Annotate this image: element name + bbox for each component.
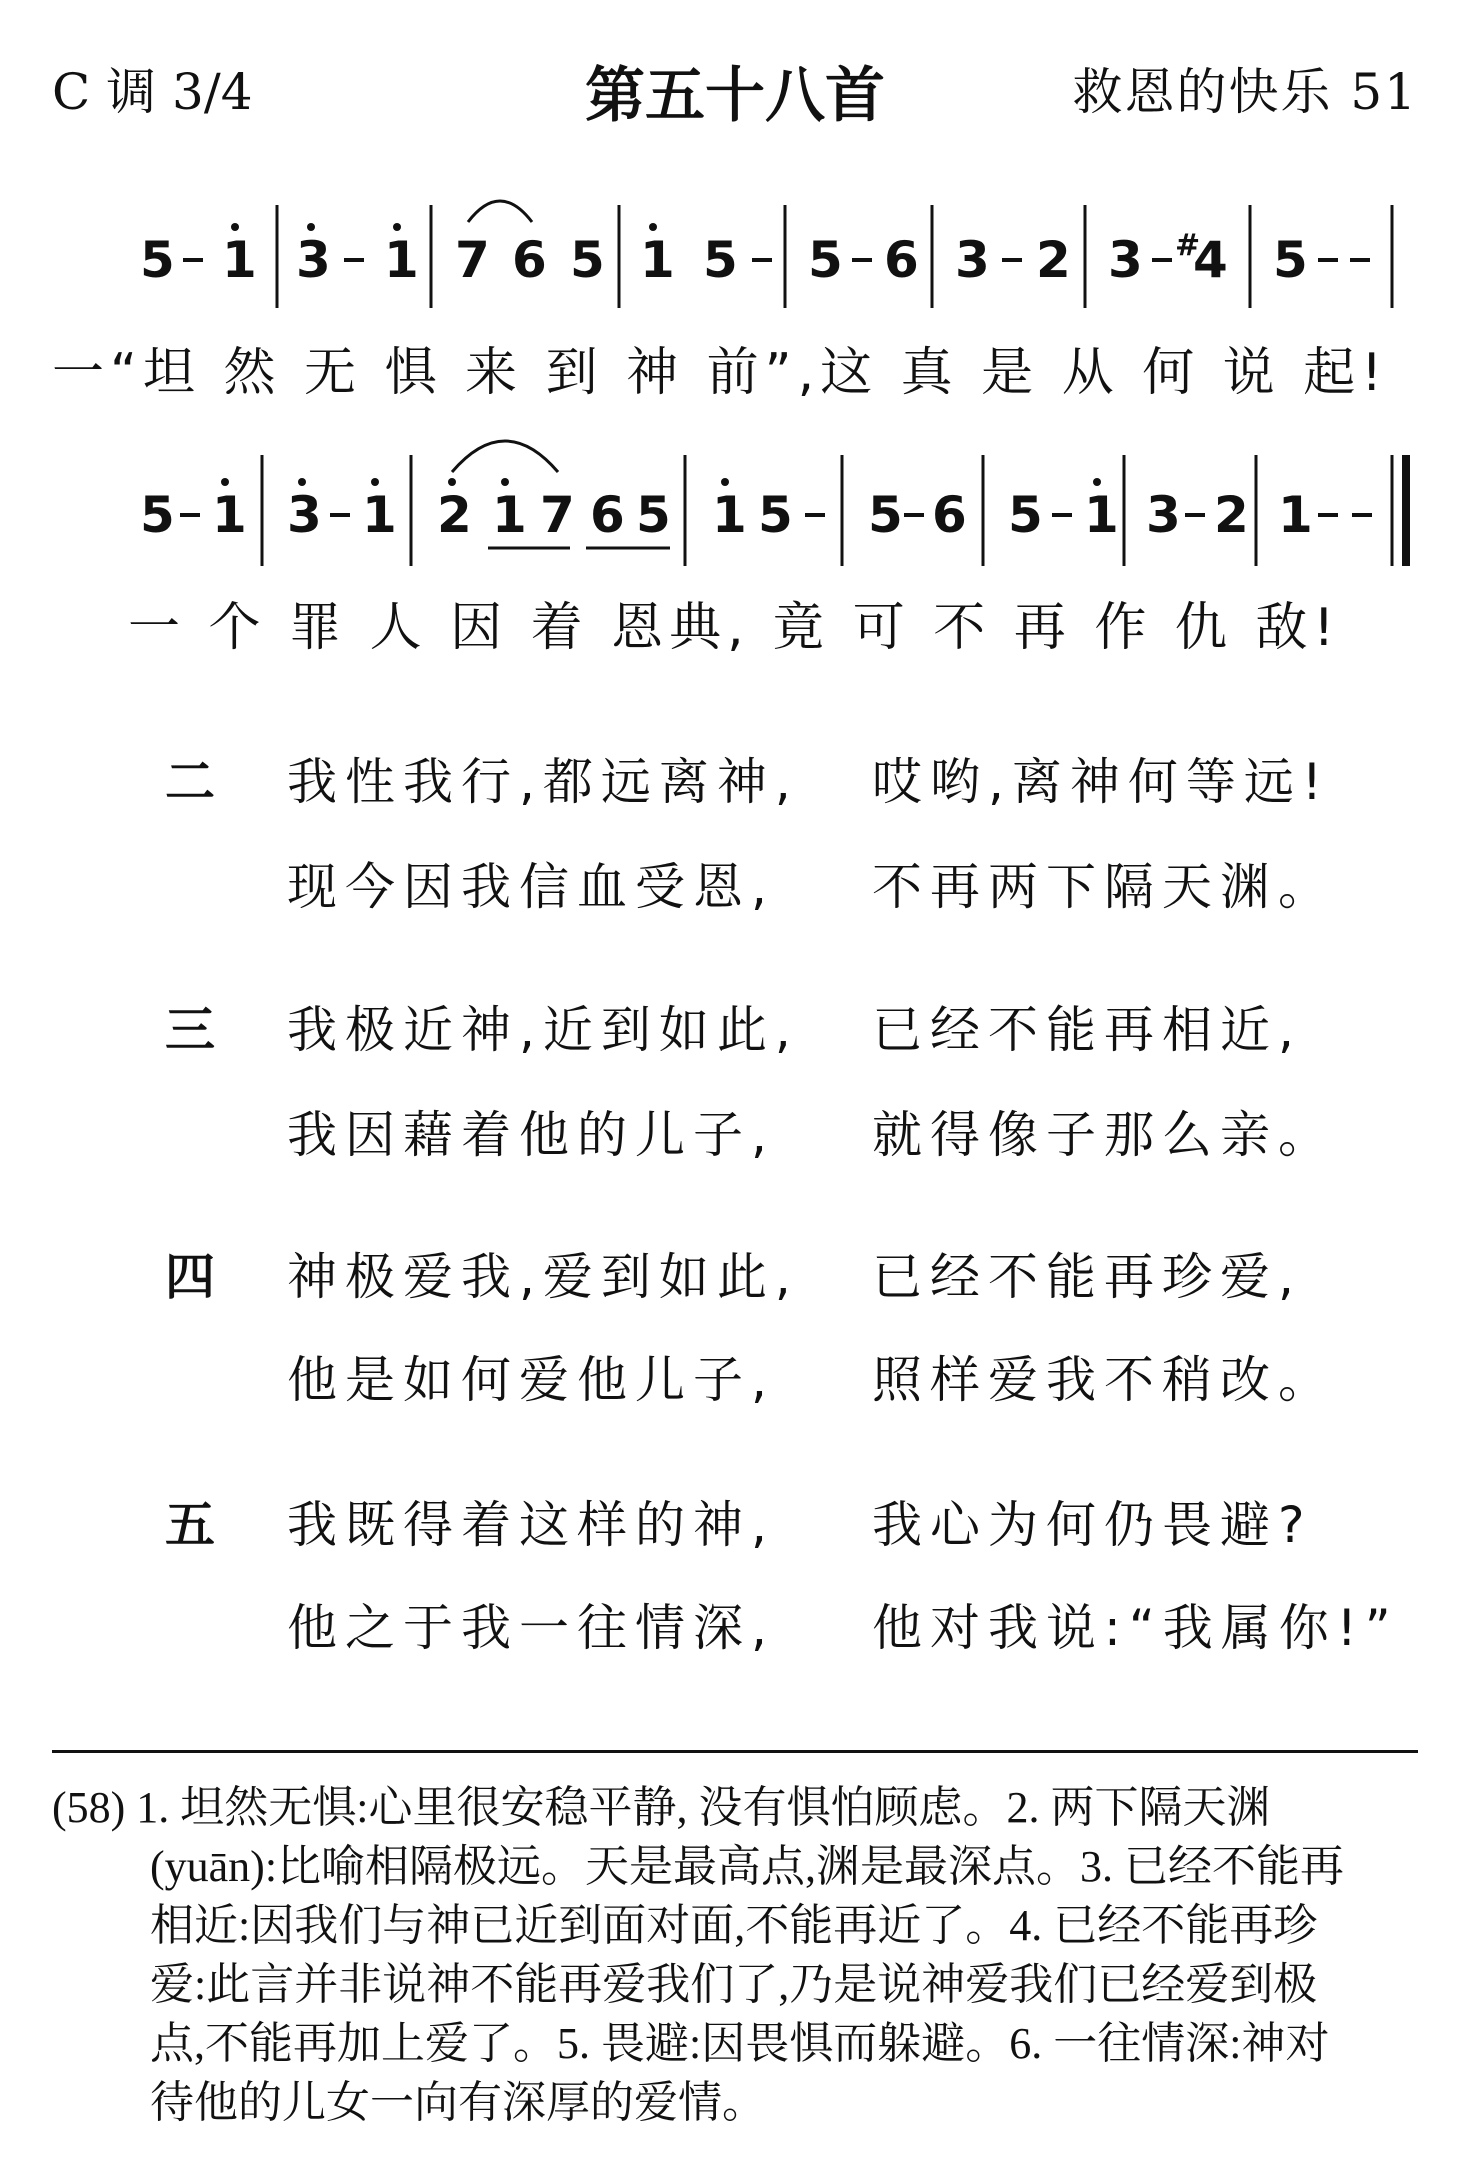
svg-text:7: 7: [455, 231, 490, 289]
verse-line: 我极近神,近到如此,: [287, 1001, 799, 1059]
svg-text:3: 3: [1108, 231, 1143, 289]
svg-text:7: 7: [540, 486, 575, 544]
svg-text:5: 5: [758, 486, 793, 544]
svg-text:2: 2: [1214, 486, 1249, 544]
verse-number: 四: [165, 1248, 215, 1306]
svg-text:5: 5: [140, 231, 175, 289]
svg-text:3: 3: [1146, 486, 1181, 544]
svg-text:6: 6: [884, 231, 919, 289]
verse-line: 他之于我一往情深,: [287, 1599, 775, 1657]
svg-text:1: 1: [712, 486, 747, 544]
verse-line: 就得像子那么亲。: [872, 1106, 1336, 1164]
svg-text:1: 1: [492, 486, 527, 544]
svg-text:3: 3: [287, 486, 322, 544]
svg-text:1: 1: [640, 231, 675, 289]
score-line-1: [140, 201, 1392, 308]
svg-text:1: 1: [222, 231, 257, 289]
svg-text:1: 1: [384, 231, 419, 289]
verse-line: 已经不能再相近,: [872, 1001, 1302, 1059]
footnote-line: (58) 1. 坦然无惧:心里很安稳平静, 没有惧怕顾虑。2. 两下隔天渊: [52, 1783, 1271, 1832]
footnote-divider: [52, 1750, 1418, 1753]
verse-number: 五: [165, 1496, 215, 1554]
footnotes: [52, 1778, 1422, 2132]
svg-text:5: 5: [140, 486, 175, 544]
verse-line: 哎哟,离神何等远!: [872, 753, 1330, 811]
verse-line: 他对我说:“我属你!”: [872, 1599, 1399, 1657]
verse-line: 我既得着这样的神,: [287, 1496, 775, 1554]
verse-line: 照样爱我不稍改。: [872, 1351, 1336, 1409]
svg-text:1: 1: [1084, 486, 1119, 544]
footnote-line: 点,不能再加上爱了。5. 畏避:因畏惧而躲避。6. 一往情深:神对: [150, 2019, 1330, 2068]
svg-text:4: 4: [1193, 231, 1228, 289]
score-line-2: [140, 441, 1410, 566]
section-and-page-number: 救恩的快乐 51: [1072, 63, 1418, 121]
key-time-signature: C 调 3/4: [52, 63, 253, 121]
verse-line: 现今因我信血受恩,: [287, 858, 775, 916]
svg-text:3: 3: [955, 231, 990, 289]
svg-text:5: 5: [1273, 231, 1308, 289]
svg-text:5: 5: [808, 231, 843, 289]
hymn-title: 第五十八首: [585, 61, 885, 131]
svg-text:6: 6: [590, 486, 625, 544]
svg-text:#: #: [1175, 228, 1201, 263]
svg-text:5: 5: [703, 231, 738, 289]
svg-text:1: 1: [362, 486, 397, 544]
lyrics-line-2: 一 个 罪 人 因 着 恩典, 竟 可 不 再 作 仇 敌!: [128, 598, 1341, 658]
svg-text:3: 3: [296, 231, 331, 289]
footnote-line: 爱:此言并非说神不能再爱我们了,乃是说神爱我们已经爱到极: [150, 1960, 1318, 2009]
footnote-line: 相近:因我们与神已近到面对面,不能再近了。4. 已经不能再珍: [150, 1901, 1318, 1950]
verse-line: 神极爱我,爱到如此,: [287, 1248, 799, 1306]
svg-text:6: 6: [932, 486, 967, 544]
svg-text:5: 5: [1008, 486, 1043, 544]
svg-text:2: 2: [437, 486, 472, 544]
verse-line: 不再两下隔天渊。: [872, 858, 1336, 916]
verse-line: 我因藉着他的儿子,: [287, 1106, 775, 1164]
verse-line: 已经不能再珍爱,: [872, 1248, 1302, 1306]
lyrics-line-1: 一“坦 然 无 惧 来 到 神 前”,这 真 是 从 何 说 起!: [52, 343, 1389, 403]
svg-text:6: 6: [512, 231, 547, 289]
svg-text:1: 1: [1278, 486, 1313, 544]
verse-line: 他是如何爱他儿子,: [287, 1351, 775, 1409]
svg-text:5: 5: [636, 486, 671, 544]
svg-text:1: 1: [212, 486, 247, 544]
svg-text:5: 5: [570, 231, 605, 289]
footnote-line: (yuān):比喻相隔极远。天是最高点,渊是最深点。3. 已经不能再: [150, 1842, 1345, 1891]
verse-number: 三: [165, 1001, 215, 1059]
verse-line: 我心为何仍畏避?: [872, 1496, 1313, 1554]
verse-line: 我性我行,都远离神,: [287, 753, 799, 811]
svg-text:2: 2: [1036, 231, 1071, 289]
svg-text:5: 5: [868, 486, 903, 544]
footnote-line: 待他的儿女一向有深厚的爱情。: [150, 2078, 766, 2127]
verse-number: 二: [165, 753, 215, 811]
